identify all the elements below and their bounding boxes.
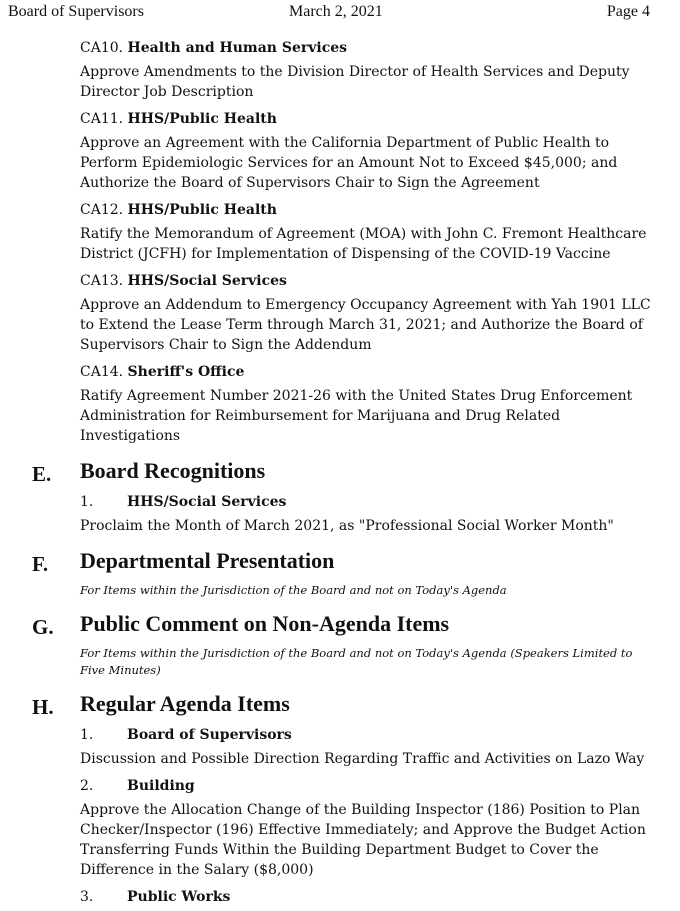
item-department: Building	[127, 778, 195, 794]
item-department: Public Works	[127, 889, 231, 905]
section-heading-e	[0, 458, 680, 492]
item-department: Sheriff's Office	[127, 364, 245, 380]
section-title: Public Comment on Non-Agenda Items	[80, 611, 450, 636]
section-heading-h	[0, 691, 680, 725]
section-heading-f	[0, 548, 680, 582]
item-department: Health and Human Services	[127, 40, 348, 56]
item-department: HHS/Social Services	[127, 494, 287, 510]
consent-item	[0, 38, 680, 102]
item-description: Proclaim the Month of March 2021, as "Professional Social Worker Month"	[80, 518, 614, 534]
item-description: Approve an Agreement with the California Department of Public Health to Perform Epidemiologic Services for an Amount Not to Exceed $45,000; and Authorize the Board of Supervisors Chair to Sign the Agreement	[80, 135, 618, 191]
item-number: 1.	[80, 494, 94, 510]
item-description: Ratify the Memorandum of Agreement (MOA) with John C. Fremont Healthcare District (JCFH) for Implementation of Dispensing of the COVID-19 Vaccine	[80, 226, 647, 262]
item-description: Ratify Agreement Number 2021-26 with the United States Drug Enforcement Administration for Reimbursement for Marijuana and Drug Related Investigations	[80, 388, 633, 444]
item-code: CA14.	[80, 364, 124, 380]
section-title: Regular Agenda Items	[80, 691, 290, 716]
item-code: CA13.	[80, 273, 124, 289]
item-code: CA11.	[80, 111, 124, 127]
section-letter: F.	[32, 552, 49, 576]
section-letter: H.	[32, 695, 54, 719]
consent-item-heading	[80, 271, 680, 291]
section-title: Departmental Presentation	[80, 548, 335, 573]
consent-item	[0, 271, 680, 355]
item-description: Approve the Allocation Change of the Building Inspector (186) Position to Plan Checker/Inspector (196) Effective Immediately; and Approve the Budget Action Transferring Funds Within the Building Department Budget to Cover the Difference in the Salary ($8,000)	[80, 802, 646, 878]
section-note: For Items within the Jurisdiction of the Board and not on Today's Agenda	[80, 583, 507, 597]
item-department: HHS/Public Health	[127, 111, 277, 127]
consent-item-heading	[80, 109, 680, 129]
item-number: 3.	[80, 889, 94, 905]
item-number: 1.	[80, 727, 94, 743]
numbered-item-heading	[80, 492, 680, 512]
section-title: Board Recognitions	[80, 458, 266, 483]
agenda-content	[0, 38, 680, 911]
consent-item	[0, 200, 680, 264]
consent-item-heading	[80, 38, 680, 58]
numbered-item-heading	[80, 725, 680, 745]
section-heading-g	[0, 611, 680, 645]
section-note: For Items within the Jurisdiction of the Board and not on Today's Agenda (Speakers Limited to Five Minutes)	[80, 646, 633, 677]
item-department: Board of Supervisors	[127, 727, 292, 743]
item-department: HHS/Social Services	[127, 273, 287, 289]
consent-item-heading	[80, 200, 680, 220]
item-description: Discussion and Possible Direction Regarding Traffic and Activities on Lazo Way	[80, 751, 645, 767]
numbered-item-heading	[80, 776, 680, 796]
section-letter: E.	[32, 462, 52, 486]
item-code: CA12.	[80, 202, 124, 218]
item-department: HHS/Public Health	[127, 202, 277, 218]
item-number: 2.	[80, 778, 94, 794]
header-org: Board of Supervisors	[8, 3, 144, 20]
consent-item	[0, 109, 680, 193]
consent-item-heading	[80, 362, 680, 382]
consent-item	[0, 362, 680, 446]
page-header	[0, 3, 680, 23]
header-date: March 2, 2021	[289, 3, 383, 20]
numbered-item-heading	[80, 887, 680, 907]
section-letter: G.	[32, 615, 54, 639]
item-description: Approve Amendments to the Division Director of Health Services and Deputy Director Job Description	[80, 64, 630, 100]
item-code: CA10.	[80, 40, 124, 56]
item-description: Approve an Addendum to Emergency Occupancy Agreement with Yah 1901 LLC to Extend the Lease Term through March 31, 2021; and Authorize the Board of Supervisors Chair to Sign the Addendum	[80, 297, 651, 353]
header-page-number: Page 4	[606, 3, 650, 20]
